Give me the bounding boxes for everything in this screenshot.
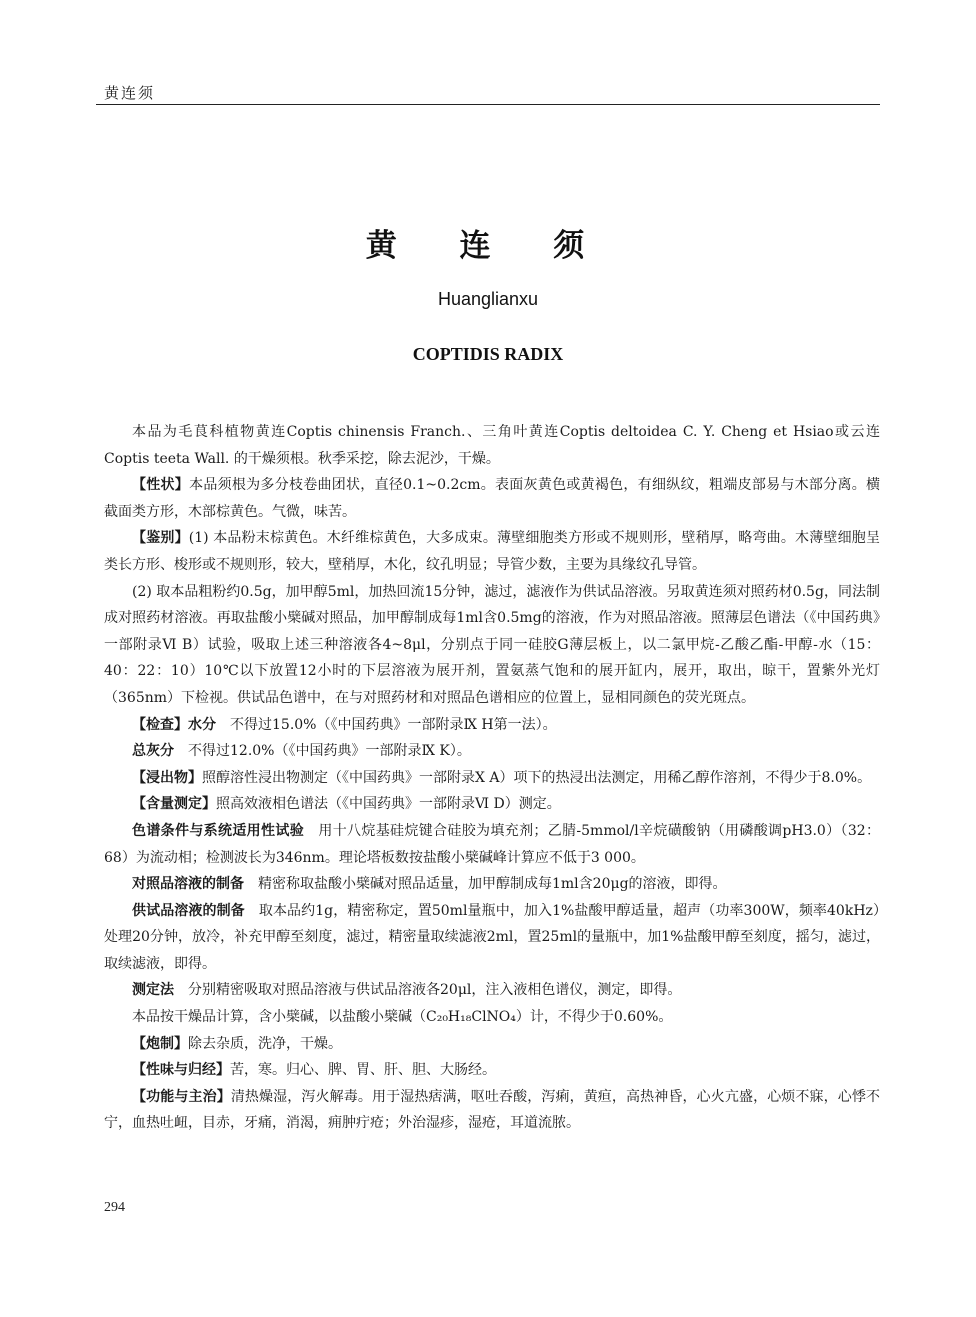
monograph-body bbox=[104, 419, 880, 1137]
section-heading: 【功能与主治】 bbox=[132, 1088, 231, 1105]
paragraph-processing bbox=[104, 1031, 880, 1058]
paragraph-content-limit bbox=[104, 1004, 880, 1031]
paragraph-text: 除去杂质，洗净，干燥。 bbox=[188, 1035, 342, 1052]
section-heading: 【炮制】 bbox=[132, 1035, 188, 1052]
paragraph-text: 精密称取盐酸小檗碱对照品适量，加甲醇制成每1ml含20μg的溶液，即得。 bbox=[244, 876, 727, 893]
paragraph-text: 照醇溶性浸出物测定（《中国药典》一部附录Ⅹ A）项下的热浸出法测定，用稀乙醇作溶剂，不得少于8.0%。 bbox=[202, 769, 872, 786]
paragraph-text: 清热燥湿，泻火解毒。用于湿热痞满，呕吐吞酸，泻痢，黄疸，高热神昏，心火亢盛，心烦不寐，心悸不宁，血热吐衄，目赤，牙痛，消渴，痈肿疔疮；外治湿疹，湿疮，耳道流脓。 bbox=[104, 1088, 881, 1132]
subsection-heading: 供试品溶液的制备 bbox=[132, 902, 245, 919]
paragraph-text: 本品按干燥品计算，含小檗碱，以盐酸小檗碱（C₂₀H₁₈ClNO₄）计，不得少于0.60%。 bbox=[132, 1009, 673, 1026]
section-heading: 【鉴别】 bbox=[132, 530, 189, 547]
section-heading: 【浸出物】 bbox=[132, 769, 202, 786]
subsection-heading: 水分 bbox=[188, 716, 216, 733]
paragraph-property-meridian bbox=[104, 1057, 880, 1084]
paragraph-text: 不得过15.0%（《中国药典》一部附录Ⅸ H第一法）。 bbox=[216, 716, 557, 733]
paragraph-text: 取本品约1g，精密称定，置50ml量瓶中，加入1%盐酸甲醇适量，超声（功率300W，频率40kHz）处理20分钟，放冷，补充甲醇至刻度，滤过，精密量取续滤液2ml，置25ml的量瓶中，加1%盐酸甲醇至刻度，摇匀，滤过，取续滤液，即得。 bbox=[104, 902, 881, 972]
paragraph-text: 照高效液相色谱法（《中国药典》一部附录Ⅵ D）测定。 bbox=[216, 796, 561, 813]
paragraph-text: 本品须根为多分枝卷曲团状，直径0.1~0.2cm。表面灰黄色或黄褐色，有细纵纹，粗端皮部易与木部分离。横截面类方形，木部棕黄色。气微，味苦。 bbox=[104, 477, 881, 520]
subsection-heading: 对照品溶液的制备 bbox=[132, 876, 244, 893]
page-number: 294 bbox=[104, 1200, 125, 1215]
paragraph-test-solution bbox=[104, 898, 880, 978]
title-pinyin: Huanglianxu bbox=[437, 289, 539, 309]
section-heading: 【性味与归经】 bbox=[132, 1062, 230, 1079]
paragraph-check-water bbox=[104, 712, 880, 739]
paragraph-text: (1) 本品粉末棕黄色。木纤维棕黄色，大多成束。薄壁细胞类方形或不规则形，壁稍厚，略弯曲。木薄壁细胞呈类长方形、梭形或不规则形，较大，壁稍厚，木化，纹孔明显；导管少数，主要为具缘纹孔导管。 bbox=[104, 530, 881, 573]
page-title: 黄 连 须 bbox=[365, 228, 611, 264]
paragraph-identification-1 bbox=[104, 525, 880, 578]
subsection-heading: 测定法 bbox=[132, 982, 174, 999]
paragraph-text: 分别精密吸取对照品溶液与供试品溶液各20μl，注入液相色谱仪，测定，即得。 bbox=[174, 982, 682, 999]
paragraph-text: 苦，寒。归心、脾、胃、肝、胆、大肠经。 bbox=[230, 1062, 496, 1079]
title-latin: COPTIDIS RADIX bbox=[412, 344, 564, 364]
paragraph-text: 用十八烷基硅烷键合硅胶为填充剂；乙腈-5mmol/l辛烷磺酸钠（用磷酸调pH3.0）（32：68）为流动相；检测波长为346nm。理论塔板数按盐酸小檗碱峰计算应不低于3 000。 bbox=[104, 822, 880, 866]
section-heading: 【检查】 bbox=[132, 716, 188, 733]
paragraph-identification-2 bbox=[104, 579, 880, 712]
paragraph-function-indication bbox=[104, 1084, 880, 1137]
paragraph-reference-solution bbox=[104, 871, 880, 898]
subsection-heading: 色谱条件与系统适用性试验 bbox=[132, 822, 305, 839]
paragraph-procedure bbox=[104, 977, 880, 1004]
paragraph-assay bbox=[104, 791, 880, 818]
paragraph-check-ash bbox=[104, 738, 880, 765]
section-heading: 【含量测定】 bbox=[132, 796, 216, 813]
subsection-heading: 总灰分 bbox=[132, 743, 174, 760]
paragraph-description bbox=[104, 472, 880, 525]
header-rule bbox=[96, 104, 880, 105]
paragraph-text: 不得过12.0%（《中国药典》一部附录Ⅸ K）。 bbox=[174, 743, 471, 760]
section-heading: 【性状】 bbox=[132, 477, 190, 494]
running-head: 黄连须 bbox=[104, 84, 156, 102]
paragraph-source bbox=[104, 419, 880, 472]
paragraph-text: 本品为毛茛科植物黄连Coptis chinensis Franch.、三角叶黄连Coptis deltoidea C. Y. Cheng et Hsiao或云连Coptis teeta Wall. 的干燥须根。秋季采挖，除去泥沙，干燥。 bbox=[104, 424, 880, 467]
paragraph-text: (2) 取本品粗粉约0.5g，加甲醇5ml，加热回流15分钟，滤过，滤液作为供试品溶液。另取黄连须对照药材0.5g，同法制成对照药材溶液。再取盐酸小檗碱对照品，加甲醇制成每1ml含0.5mg的溶液，作为对照品溶液。照薄层色谱法（《中国药典》一部附录Ⅵ B）试验，吸取上述三种溶液各4~8μl，分别点于同一硅胶G薄层板上，以二氯甲烷-乙酸乙酯-甲醇-水（15：40：22：10）10℃以下放置12小时的下层溶液为展开剂，置氨蒸气饱和的展开缸内，展开，取出，晾干，置紫外光灯（365nm）下检视。供试品色谱中，在与对照药材和对照品色谱相应的位置上，显相同颜色的荧光斑点。 bbox=[104, 583, 880, 706]
paragraph-chromatography bbox=[104, 818, 880, 871]
paragraph-extract bbox=[104, 765, 880, 792]
